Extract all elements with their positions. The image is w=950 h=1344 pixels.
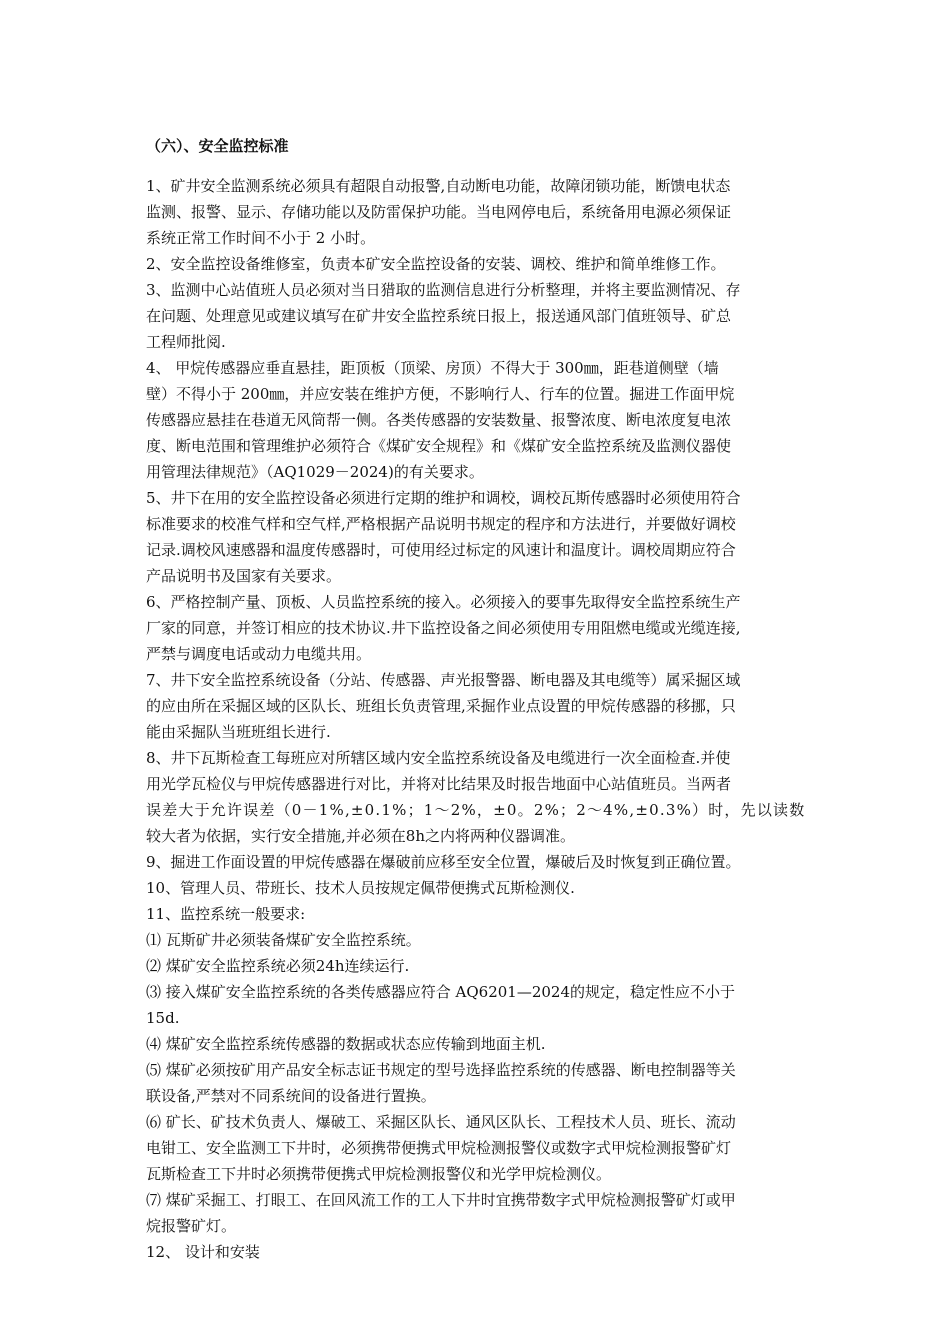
text-line: 1、矿井安全监测系统必须具有超限自动报警,自动断电功能，故障闭锁功能，断馈电状态 bbox=[146, 177, 731, 195]
text-line: 在问题、处理意见或建议填写在矿井安全监控系统日报上，报送通风部门值班领导、矿总 bbox=[146, 307, 732, 325]
paragraph bbox=[146, 485, 814, 589]
text-line: 2、安全监控设备维修室，负责本矿安全监控设备的安装、调校、维护和简单维修工作。 bbox=[146, 255, 726, 273]
text-line: 较大者为依据，实行安全措施,并必须在8h之内将两种仪器调准。 bbox=[146, 827, 575, 845]
text-line: 传感器应悬挂在巷道无风筒帮一侧。各类传感器的安装数量、报警浓度、断电浓度复电浓 bbox=[146, 411, 732, 429]
text-line: ⑹ 矿长、矿技术负责人、爆破工、采掘区队长、通风区队长、工程技术人员、班长、流动 bbox=[146, 1113, 736, 1131]
text-line: ⑴ 瓦斯矿井必须装备煤矿安全监控系统。 bbox=[146, 931, 421, 949]
paragraph bbox=[146, 251, 814, 277]
paragraph bbox=[146, 173, 814, 251]
paragraph bbox=[146, 979, 814, 1031]
text-line: ⑺ 煤矿采掘工、打眼工、在回风流工作的工人下井时宜携带数字式甲烷检测报警矿灯或甲 bbox=[146, 1191, 736, 1209]
text-line: 监测、报警、显示、存储功能以及防雷保护功能。当电网停电后，系统备用电源必须保证 bbox=[146, 203, 732, 221]
text-line: 用管理法律规范》（AQ1029－2024)的有关要求。 bbox=[146, 463, 484, 481]
text-line: 厂家的同意，并签订相应的技术协议.井下监控设备之间必须使用专用阻燃电缆或光缆连接, bbox=[146, 619, 741, 637]
text-line: 12、 设计和安装 bbox=[146, 1243, 260, 1261]
paragraph bbox=[146, 875, 814, 901]
text-line: 记录.调校风速感器和温度传感器时，可使用经过标定的风速计和温度计。调校周期应符合 bbox=[146, 541, 736, 559]
text-line: 的应由所在采掘区域的区队长、班组长负责管理,采掘作业点设置的甲烷传感器的移挪，只 bbox=[146, 697, 736, 715]
document-body bbox=[146, 133, 814, 1265]
text-line: 15d. bbox=[146, 1009, 180, 1027]
text-line: 标准要求的校准气样和空气样,严格根据产品说明书规定的程序和方法进行，并要做好调校 bbox=[146, 515, 736, 533]
paragraph bbox=[146, 355, 814, 485]
text-line: 度、断电范围和管理维护必须符合《煤矿安全规程》和《煤矿安全监控系统及监测仪器使 bbox=[146, 437, 732, 455]
paragraph bbox=[146, 901, 814, 927]
text-line: 误差大于允许误差（0－1%,±0.1%；1～2%，±0。2%；2～4%,±0.3%）时，先以读数 bbox=[146, 801, 806, 819]
text-line: 产品说明书及国家有关要求。 bbox=[146, 567, 342, 585]
text-line: 6、严格控制产量、顶板、人员监控系统的接入。必须接入的要事先取得安全监控系统生产 bbox=[146, 593, 741, 611]
text-line: 8、井下瓦斯检查工每班应对所辖区域内安全监控系统设备及电缆进行一次全面检查.并使 bbox=[146, 749, 731, 767]
paragraph bbox=[146, 1057, 814, 1109]
text-line: 联设备,严禁对不同系统间的设备进行置换。 bbox=[146, 1087, 436, 1105]
text-line: 用光学瓦检仪与甲烷传感器进行对比，并将对比结果及时报告地面中心站值班员。当两者 bbox=[146, 775, 732, 793]
text-line: 10、管理人员、带班长、技术人员按规定佩带便携式瓦斯检测仪. bbox=[146, 879, 575, 897]
text-line: 9、掘进工作面设置的甲烷传感器在爆破前应移至安全位置，爆破后及时恢复到正确位置。 bbox=[146, 853, 741, 871]
text-line: 5、井下在用的安全监控设备必须进行定期的维护和调校，调校瓦斯传感器时必须使用符合 bbox=[146, 489, 741, 507]
text-line: 7、井下安全监控系统设备（分站、传感器、声光报警器、断电器及其电缆等）属采掘区域 bbox=[146, 671, 741, 689]
paragraph bbox=[146, 927, 814, 953]
paragraph bbox=[146, 1031, 814, 1057]
text-line: 工程师批阅. bbox=[146, 333, 226, 351]
text-line: ⑵ 煤矿安全监控系统必须24h连续运行. bbox=[146, 957, 410, 975]
text-line: 能由采掘队当班班组长进行. bbox=[146, 723, 331, 741]
paragraph bbox=[146, 589, 814, 667]
paragraph bbox=[146, 667, 814, 745]
text-line: ⑷ 煤矿安全监控系统传感器的数据或状态应传输到地面主机. bbox=[146, 1035, 546, 1053]
text-line: 电钳工、安全监测工下井时，必须携带便携式甲烷检测报警仪或数字式甲烷检测报警矿灯 bbox=[146, 1139, 732, 1157]
text-line: 11、监控系统一般要求: bbox=[146, 905, 306, 923]
paragraph bbox=[146, 277, 814, 355]
text-line: 系统正常工作时间不小于 2 小时。 bbox=[146, 229, 376, 247]
text-line: 瓦斯检查工下井时必须携带便携式甲烷检测报警仪和光学甲烷检测仪。 bbox=[146, 1165, 612, 1183]
paragraph bbox=[146, 1109, 814, 1187]
text-line: 壁）不得小于 200㎜，并应安装在维护方便，不影响行人、行车的位置。掘进工作面甲烷 bbox=[146, 385, 735, 403]
section-heading: （六）、安全监控标准 bbox=[146, 137, 289, 155]
paragraph bbox=[146, 1239, 814, 1265]
paragraph bbox=[146, 1187, 814, 1239]
text-line: 4、 甲烷传感器应垂直悬挂，距顶板（顶梁、房顶）不得大于 300㎜，距巷道侧壁（墙 bbox=[146, 359, 719, 377]
paragraph bbox=[146, 953, 814, 979]
text-line: 3、监测中心站值班人员必须对当日猎取的监测信息进行分析整理，并将主要监测情况、存 bbox=[146, 281, 741, 299]
paragraph-list bbox=[146, 173, 814, 1265]
text-line: 烷报警矿灯。 bbox=[146, 1217, 237, 1235]
paragraph bbox=[146, 849, 814, 875]
text-line: ⑶ 接入煤矿安全监控系统的各类传感器应符合 AQ6201—2024的规定，稳定性应不小于 bbox=[146, 983, 736, 1001]
text-line: 严禁与调度电话或动力电缆共用。 bbox=[146, 645, 372, 663]
paragraph bbox=[146, 745, 814, 849]
text-line: ⑸ 煤矿必须按矿用产品安全标志证书规定的型号选择监控系统的传感器、断电控制器等关 bbox=[146, 1061, 736, 1079]
